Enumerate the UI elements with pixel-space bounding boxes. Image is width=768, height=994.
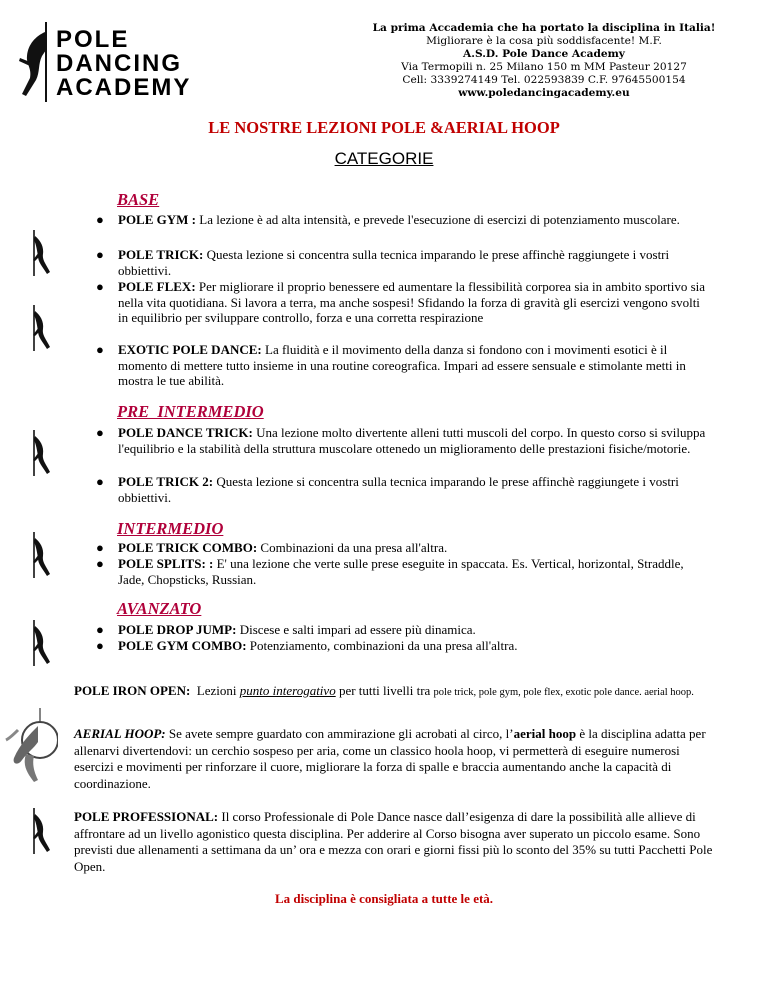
list-item: ● POLE DROP JUMP: Discese e salti impari ad essere più dinamica.	[96, 622, 476, 637]
iron-open-paragraph: POLE IRON OPEN: Lezioni punto interogativo per tutti livelli tra pole trick, pole gym, pole flex, exotic pole dance. aerial hoop.	[74, 683, 694, 698]
info-address: Via Termopili n. 25 Milano 150 m MM Pasteur 20127	[401, 61, 687, 73]
section-heading-pre-intermedio: PRE INTERMEDIO	[117, 402, 264, 421]
footer-note: La disciplina è consigliata a tutte le età.	[274, 891, 494, 906]
info-tagline: La prima Accademia che ha portato la disciplina in Italia!	[372, 22, 716, 34]
pole-dancer-logo-icon	[18, 22, 58, 102]
aerial-hoop-icon	[4, 708, 58, 786]
bullet-icon: ●	[96, 247, 104, 262]
pole-dancer-icon	[30, 620, 52, 666]
pole-dancer-icon	[30, 430, 52, 476]
section-heading-intermedio: INTERMEDIO	[117, 519, 224, 538]
pole-dancer-icon	[30, 808, 52, 854]
aerial-hoop-paragraph: AERIAL HOOP: Se avete sempre guardato con ammirazione gli acrobati al circo, l’aerial hoop è la disciplina adatta per allenarvi divertendovi: un cerchio sospeso per aria, come un classico hoola hoop, vi permetterà di eseguire numerosi esercizi e movimenti per rinforzare il cuore, migliorare la forza di spalle e braccia aumentando anche la capacità di coordinazione.	[74, 726, 706, 791]
pole-dancer-icon	[30, 305, 52, 351]
list-item: ● EXOTIC POLE DANCE: La fluidità e il movimento della danza si fondono con i movimenti esotici è il momento di mettere tutto insieme in una routine coreografica. Impari ad essere sensuale e stimolante metti in mostra le tue abilità.	[96, 342, 686, 388]
bullet-icon: ●	[96, 540, 104, 555]
info-association: A.S.D. Pole Dance Academy	[463, 48, 625, 60]
list-item: ● POLE DANCE TRICK: Una lezione molto divertente alleni tutti muscoli del corpo. In questo corso si sviluppa l'equilibrio e la stabilità della struttura muscolare ottenedo un miglioramento delle prestazioni fisiche/motorie.	[96, 425, 706, 456]
bullet-icon: ●	[96, 622, 104, 637]
bullet-icon: ●	[96, 638, 104, 653]
info-contacts: Cell: 3339274149 Tel. 022593839 C.F. 97645500154	[402, 74, 686, 86]
logo-word-academy: ACADEMY	[56, 74, 192, 101]
list-item: ● POLE GYM : La lezione è ad alta intensità, e prevede l'esecuzione di esercizi di potenziamento muscolare.	[96, 212, 680, 227]
bullet-icon: ●	[96, 212, 104, 227]
section-heading-base: BASE	[117, 190, 160, 209]
list-item: ● POLE TRICK COMBO: Combinazioni da una presa all'altra.	[96, 540, 448, 555]
pole-professional-paragraph: POLE PROFESSIONAL: Il corso Professionale di Pole Dance nasce dall’esigenza di dare la possibilità alle allieve di affrontare ad un livello agonistico questa disciplina. Per adderire al Corso bisogna aver superato un piccolo esame. Sono previsti due allenamenti a settimana da un’ ora e mezza con orari e giorni fissi più lo sconto del 35% su tutti Pacchetti Pole Open.	[74, 809, 713, 874]
academy-logo	[18, 22, 243, 102]
info-website: www.poledancingacademy.eu	[458, 87, 630, 99]
list-item: ● POLE GYM COMBO: Potenziamento, combinazioni da una presa all'altra.	[96, 638, 518, 653]
info-quote: Migliorare è la cosa più soddisfacente! M.F.	[426, 35, 662, 47]
bullet-icon: ●	[96, 342, 104, 357]
punto-interogativo-link[interactable]: punto interogativo	[239, 683, 336, 698]
logo-word-pole: POLE	[56, 26, 130, 53]
bullet-icon: ●	[96, 556, 104, 571]
pole-dancer-icon	[30, 532, 52, 578]
list-item: ● POLE TRICK 2: Questa lezione si concentra sulla tecnica imparando le prese affinchè raggiungete i vostri obbiettivi.	[96, 474, 679, 505]
header-info	[336, 22, 752, 100]
list-item: ● POLE FLEX: Per migliorare il proprio benessere ed aumentare la flessibilità corporea sia in ambito sportivo sia nella vita quotidiana. Si lavora a terra, ma anche sospesi! Sfidando la forza di gravità gli esercizi vengono svolti in equilibrio per sviluppare controllo, forza e una corretta respirazione	[96, 279, 706, 325]
bullet-icon: ●	[96, 279, 104, 294]
logo-word-dancing: DANCING	[56, 50, 182, 77]
bullet-icon: ●	[96, 474, 104, 489]
list-item: ● POLE TRICK: Questa lezione si concentra sulla tecnica imparando le prese affinchè raggiungete i vostri obbiettivi.	[96, 247, 670, 278]
section-heading-avanzato: AVANZATO	[117, 599, 202, 618]
pole-dancer-icon	[30, 230, 52, 276]
bullet-icon: ●	[96, 425, 104, 440]
list-item: ● POLE SPLITS: : E' una lezione che verte sulle prese eseguite in spaccata. Es. Vertical, horizontal, Straddle, Jade, Chopsticks, Russian.	[96, 556, 684, 587]
page-title: LE NOSTRE LEZIONI POLE &AERIAL HOOP	[208, 118, 560, 137]
categories-heading: CATEGORIE	[334, 149, 434, 168]
